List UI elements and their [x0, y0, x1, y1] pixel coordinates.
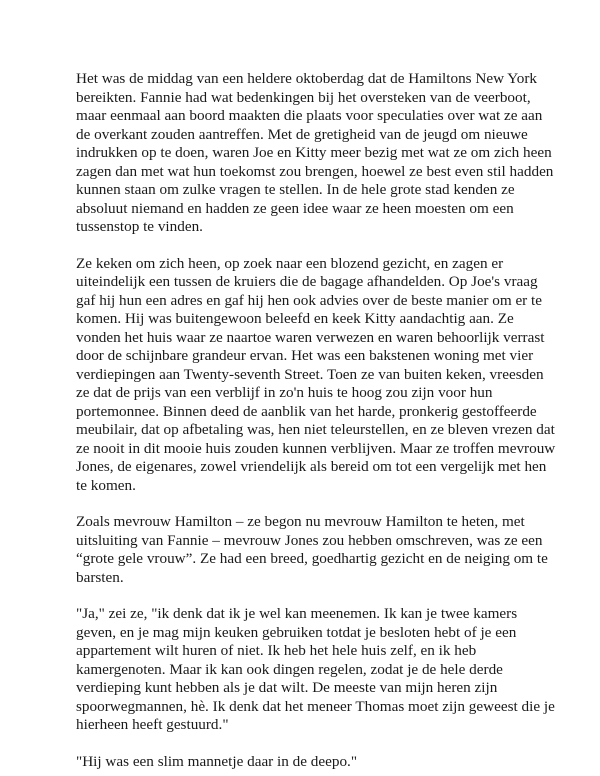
paragraph: "Ja," zei ze, "ik denk dat ik je wel kan meenemen. Ik kan je twee kamers geven, en je mag mijn keuken gebruiken totdat je besloten hebt of je een appartement wilt huren of niet. Ik heb het hele huis zelf, en ik heb kamergenoten. Maar ik kan ook dingen regelen, zodat je de hele derde verdieping kunt hebben als je dat wilt. De meeste van mijn heren zijn spoorwegmannen, hè. Ik denk dat het meneer Thomas moet zijn geweest die je hierheen heeft gestuurd." [76, 605, 555, 733]
body-text [76, 70, 556, 771]
paragraph: Ze keken om zich heen, op zoek naar een blozend gezicht, en zagen er uiteindelijk een tussen de kruiers die de bagage afhandelden. Op Joe's vraag gaf hij hun een adres en gaf hij hen ook advies over de beste manier om er te komen. Hij was buitengewoon beleefd en keek Kitty aandachtig aan. Ze vonden het huis waar ze naartoe waren verwezen en waren behoorlijk verrast door de schijnbare grandeur ervan. Het was een bakstenen woning met vier verdiepingen aan Twenty-seventh Street. Toen ze van buiten keken, vreesden ze dat de prijs van een verblijf in zo'n huis te hoog zou zijn voor hun portemonnee. Binnen deed de aanblik van het harde, pronkerig gestoffeerde meubilair, dat op afbetaling was, hen niet teleurstellen, en ze bleven vrezen dat ze nooit in dit mooie huis zouden kunnen verblijven. Maar ze troffen mevrouw Jones, de eigenares, zowel vriendelijk als bereid om tot een vergelijk met hen te komen. [76, 254, 556, 494]
paragraph: Het was de middag van een heldere oktoberdag dat de Hamiltons New York bereikten. Fannie had wat bedenkingen bij het oversteken van de veerboot, maar eenmaal aan boord maakten die plaats voor speculaties over wat ze aan de overkant zouden aantreffen. Met de gretigheid van de jeugd om nieuwe indrukken op te doen, waren Joe en Kitty meer bezig met wat ze om zich heen zagen dan met wat hun toekomst zou brengen, hoewel ze best even stil hadden kunnen staan om zulke vragen te stellen. In de hele grote stad kenden ze absoluut niemand en hadden ze geen idee waar ze heen moesten om een tussenstop te vinden. [76, 70, 554, 235]
paragraph: Zoals mevrouw Hamilton – ze begon nu mevrouw Hamilton te heten, met uitsluiting van Fannie – mevrouw Jones zou hebben omschreven, was ze een “grote gele vrouw”. Ze had een breed, goedhartig gezicht en de neiging om te barsten. [76, 513, 548, 586]
paragraph: "Hij was een slim mannetje daar in de deepo." [76, 752, 358, 770]
